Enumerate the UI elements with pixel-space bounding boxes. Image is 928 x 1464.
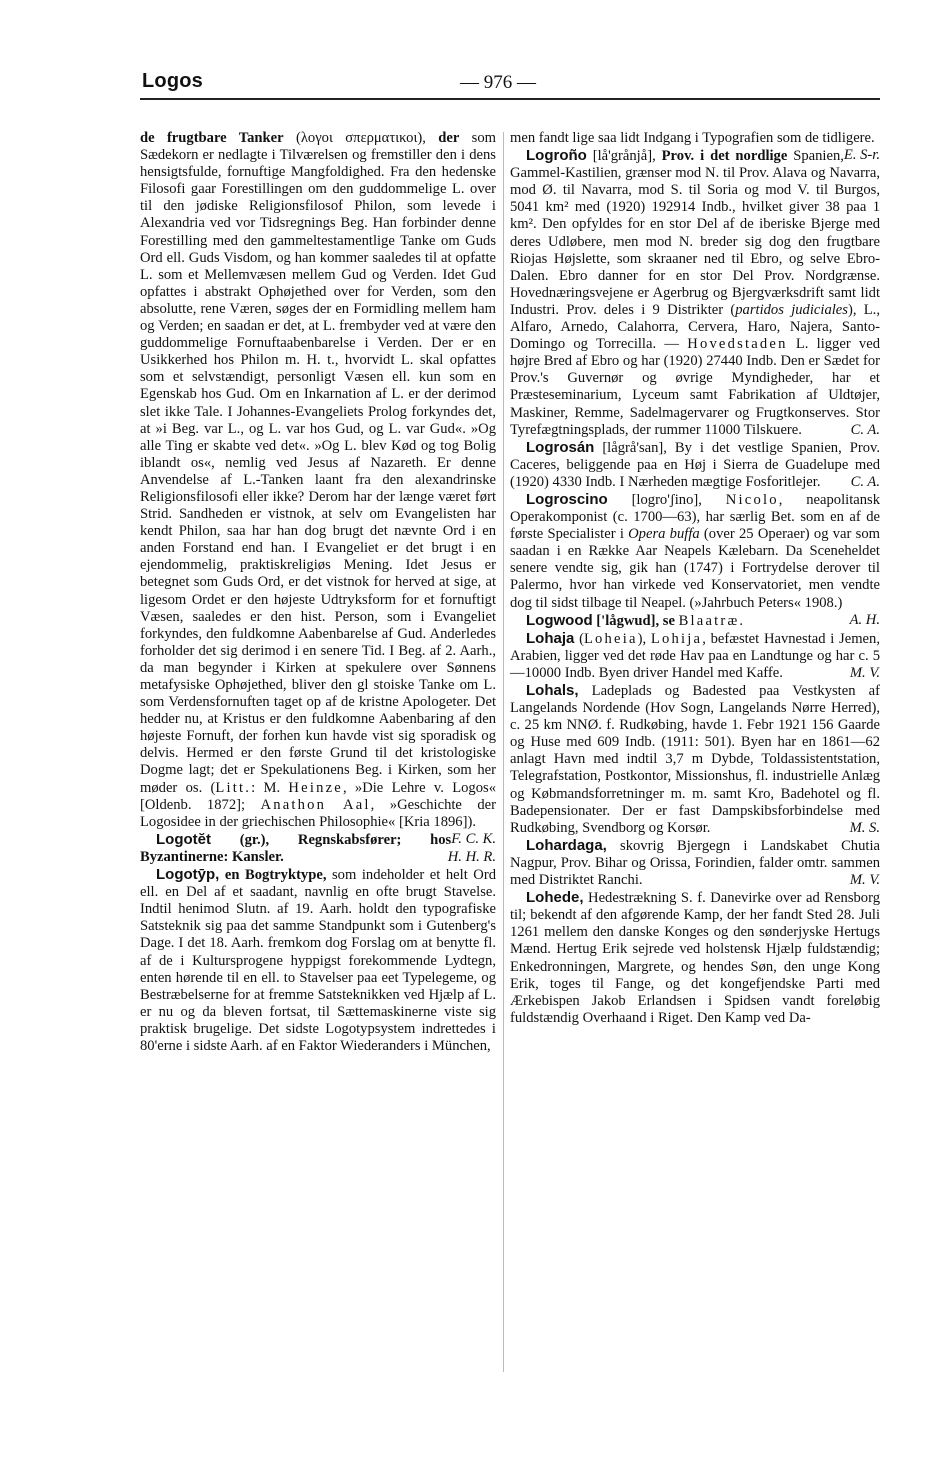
headword: Logroño xyxy=(526,147,587,165)
entry-lohede xyxy=(510,889,880,1027)
body-text: , »Geschichte der Logosidee in der griechischen Philosophie« [Kria 1896]). xyxy=(140,796,496,830)
italic-term: partidos judiciales xyxy=(735,301,848,318)
litt-label: Litt. xyxy=(215,779,252,796)
body-text: ( xyxy=(574,630,584,647)
spaced-term: Nicolo xyxy=(725,491,779,508)
headword: Logroscino xyxy=(526,490,608,508)
running-head: Logos xyxy=(142,70,203,92)
spaced-term: Loheia xyxy=(583,630,638,647)
signature: C. A. xyxy=(850,421,880,438)
signature: A. H. xyxy=(849,611,880,628)
pronunciation: [logro'ʃino], xyxy=(607,491,726,508)
body-text: Hedestrækning S. f. Danevirke over ad Rensborg til; bekendt af den afgørende Kamp, der her fandt Sted 28. Juli 1261 mellem den danske Konges og den sønderjyske Hertugs Mænd. Hertug Erik sejrede ved holstensk Hjælp fuldstændig; Enkedronningen, Margrete, og hendes Søn, den unge Kong Erik, toges til Fange, og det kongefjendske Parti med Ærkebispen Jakob Erlandsen i Spidsen vandt foreløbig fuldstændig Overhaand i Riget. Den Kamp ved Da- xyxy=(510,890,880,1026)
body-text: [lågrå'san], By i det vestlige Spanien, Prov. Caceres, beliggende paa en Høj i Sierra de Guadelupe med (1920) 4330 Indb. I Nærheden mægtige Fosforitlejer. xyxy=(510,439,880,490)
body-text: , neapolitansk Operakomponist (c. 1700—63), har særlig Bet. som en af de første Specialister i xyxy=(510,491,881,543)
body-text: (gr.), Regnskabsfører; hos Byzantinerne: Kansler. xyxy=(140,831,452,865)
signature: H. H. R. xyxy=(447,848,496,865)
greek-phrase: (λογοι σπερματικοι), xyxy=(283,130,439,146)
entry-logrono xyxy=(510,147,880,439)
signature: E. S-r. xyxy=(843,147,880,164)
cross-reference: Blaatræ xyxy=(678,612,740,629)
body-text: Ladeplads og Badested paa Vestkysten af Langelands Nordende (Hov Sogn, Langelands Nørre Herred), c. 25 km NNØ. f. Rudkøbing, havde 1. Febr 1921 156 Gaarde og Huse med 609 Indb. (1911: 501). Byen har en 1861—62 anlagt Havn med indtil 3,7 m Dybde, Toldassistentstation, Telegrafstation, Postkontor, Missionshus, fl. industrielle Anlæg og Købmandsforretninger m. m. samt Kro, Badehotel og fl. Badepensionater. Der er fast Dampskibsforbindelse med Rudkøbing, Svendborg og Korsør. xyxy=(510,683,880,836)
left-column xyxy=(140,130,496,1055)
bold-phrase: Prov. i det nordlige xyxy=(661,148,788,165)
bold-phrase: de frugtbare Tanker xyxy=(140,130,284,146)
entry-logotet xyxy=(140,831,496,866)
spaced-term: Lohija xyxy=(650,630,703,647)
bold-word: der xyxy=(438,130,460,146)
headword: Lohals, xyxy=(526,682,579,699)
pronunciation: [lå'grånjå], xyxy=(586,148,662,165)
column-divider xyxy=(503,132,504,1372)
entry-lohardaga xyxy=(510,837,880,889)
body-text: som indeholder et helt Ord ell. en Del af et saadant, navnlig en ofte brugt Stavelse. Indtil henimod Slutn. af 19. Aarh. holdt den typografiske Satsteknik sig paa det samme Standpunkt som i Gutenberg's Dage. I det 18. Aarh. fremkom dog Forslag om at benytte fl. af de i Kultursprogene hyppigst forekommende Lydtegn, enten hørende til en ell. to Stavelser paa eet Typelegeme, og Bestræbelserne for at fremme Satsteknikken ved Hjælp af L. er nu og da bleven fortsat, til Sættemaskinerne viste sig praktisk brugelige. Det sidste Logotypsystem indrettedes i 80'erne i sidste Aarh. af en Faktor Wiederanders i München, xyxy=(140,867,496,1054)
headword: Logotȳp, xyxy=(156,866,220,884)
headword: Logrosán xyxy=(526,438,595,456)
author-name: Anathon Aal xyxy=(260,796,371,813)
body-text: Spanien, Gammel-Kastilien, grænser mod N. til Prov. Alava og Navarra, mod Ø. til Navarra, mod S. til Soria og mod V. til Burgos, 5041 km² med (1920) 192914 Indb., hvilket giver 38 paa 1 km². Den opfyldes for en stor Del af de iberiske Bjerge med deres Udløbere, men mod N. breder sig dog den frugtbare Riojas Højslette, som skraaner ned til Ebro, og selve Ebro-Dalen. Ebro danner for en stor Del Prov. Nordgrænse. Hovednæringsvejene er Agerbrug og Bjergværksdrift samt lidt Industri. Prov. deles i 9 Distrikter ( xyxy=(510,148,880,318)
body-text: , befæstet Havnestad i Jemen, Arabien, ligger ved det røde Hav paa en Landtunge og har c. 5—10000 Indb. Byen driver Handel med Kaffe. xyxy=(510,630,880,681)
header-rule xyxy=(140,98,880,100)
headword: Logotĕt xyxy=(156,830,211,848)
author-name: Heinze xyxy=(288,779,343,796)
signature: C. A. xyxy=(850,473,880,490)
right-column xyxy=(510,130,880,1027)
headword: Lohaja xyxy=(526,629,575,647)
body-text: men fandt lige saa lidt Indgang i Typografien som de tidligere. xyxy=(510,130,875,146)
headword: Lohede, xyxy=(526,889,584,907)
body-text: skovrig Bjergegn i Landskabet Chutia Nagpur, Prov. Bihar og Orissa, Forindien, falder omtr. sammen med Distriktet Ranchi. xyxy=(510,837,880,889)
headword: Lohardaga, xyxy=(526,836,607,854)
body-text: (over 25 Operaer) og var som saadan i en Række Aar Neapels Kælebarn. Da Sceneheldet senere vendte sig, gik han (1747) i Fortrydelse derover til Palermo, hvor han virkede ved Konservatoriet, men vendte dog til sidst tilbage til Neapel. (»Jahrbuch Peters« 1908.) xyxy=(510,526,880,611)
body-text: ), xyxy=(637,630,651,647)
body-text: L. ligger ved højre Bred af Ebro og har (1920) 27440 Indb. Den er Sædet for Prov.'s Guvernør og øvrige Myndigheder, har et Præsteseminarium, Lyceum samt Fabrikation af Uldtøjer, Maskiner, Remme, Sadelmagervarer og Frugtkonserves. Stor Tyrefægtningsplads, der rummer 11000 Tilskuere. xyxy=(510,336,881,438)
entry-lohaja xyxy=(510,630,880,682)
headword: Logwood xyxy=(526,611,593,629)
body-text: , »Die Lehre v. Logos« [Oldenb. 1872]; xyxy=(140,779,496,813)
italic-term: Opera buffa xyxy=(628,526,700,543)
spaced-term: Hovedstaden xyxy=(687,336,788,353)
signature: M. V. xyxy=(849,872,880,889)
signature: M. S. xyxy=(849,819,880,836)
page-number: — 976 — xyxy=(460,72,536,93)
body-text: som Sædekorn er nedlagte i Tilværelsen og fremstiller den i dens hensigtsfulde, fornuftige Mangfoldighed. Fra den hedenske Filosofi gaar Forestillingen om den guddommelige L. over til den jødiske Religionsfilosof Philon, som levede i Alexandria ved vor Tidsregnings Beg. Han forbinder denne Forestilling med den gammeltestamentlige Tanke om Guds Ord ell. Guds Visdom, og han kommer saaledes til at opfatte L. som et Mellemvæsen mellem Gud og Verden. Idet Gud opfattes i abstrakt Ophøjethed over for Verden, som den absolutte, rene Væren, søges der en Formidling mellem ham og Verden; en saadan er det, at L. frembyder ved at være den guddommelige Fornuftaabenbarelse i Verden. Der er en Usikkerhed hos Philon m. H. t., hvorvidt L. skal opfattes som et selvstændigt, personligt Væsen ell. kun som en Egenskab hos Gud. Om en Inkarnation af L. er der derimod slet ikke Tale. I Johannes-Evangeliets Prolog forkyndes det, at »i Beg. var L., og L. var hos Gud, og L. var Gud«. »Og alle Ting er skabte ved det«. »Og L. blev Kød og tog Bolig iblandt os«, nemlig ved Jesus af Nazareth. Er denne Anvendelse af L.-Tanken laant fra den alexandrinske Religionsfilosofi eller ikke? Derom har der længe været ført Strid. Sandheden er vistnok, at selv om Evangelisten har kendt Philon, saa har han dog brugt det nævnte Ord i en anden Forstand end han. I Evangeliet er det brugt i en ejendommelig, praktiskreligiøs Mening. Idet Jesus er betegnet som Guds Ord, er det vistnok for herved at sige, at ligesom Ordet er den højeste Udtryksform for et fornuftigt Væsen, saaledes er den hist. Person, som i Evangeliet forkyndes, den fuldkomne Aabenbarelse af Gud. Anderledes forholder det sig derimod i en senere Tid. I Beg. af 2. Aarh., da man begynder i Kirken at spekulere over Sønnens metafysiske Ophøjethed, bliver den gl stoiske Tanke om L. som Verdensfornuften taget op af de kristne Apologeter. Det hedder nu, at Kristus er den fuldkomne Aabenbaring af den højeste Fornuft, der forhen kun havde vist sig sporadisk og delvis. Hermed er den første Grund til det kristologiske Dogme lagt; det er Spekulationens Beg. i Kirken, som her møder os. ( xyxy=(140,130,496,796)
body-text: . xyxy=(739,612,744,629)
entry-logwood xyxy=(510,612,880,630)
entry-lohals xyxy=(510,682,880,837)
bold-phrase: en Bogtryktype, xyxy=(219,867,327,884)
entry-logotyp xyxy=(140,866,496,1055)
signature: M. V. xyxy=(849,664,880,681)
signature: F. C. K. xyxy=(451,830,496,847)
entry-logrosan xyxy=(510,439,880,491)
body-text: : M. xyxy=(251,779,289,796)
body-text: ), L., Alfaro, Arnedo, Calahorra, Cervera, Haro, Najera, Santo-Domingo og Torrecilla. — xyxy=(510,301,880,353)
pronunciation: ['lågwud], se xyxy=(592,612,679,629)
